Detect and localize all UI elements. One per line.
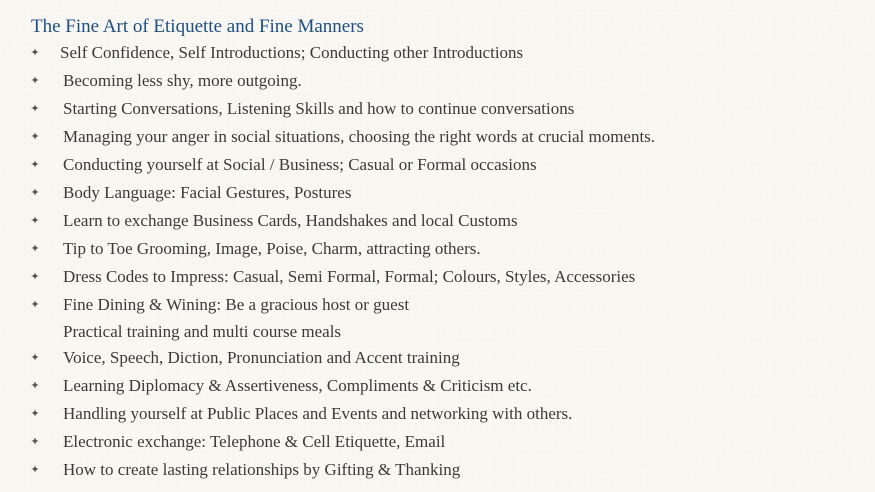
star-bullet-icon: ✦	[30, 271, 40, 283]
list-item-text: Self Confidence, Self Introductions; Conducting other Introductions	[60, 43, 524, 62]
star-bullet-icon: ✦	[30, 464, 40, 476]
list-item-text: Handling yourself at Public Places and Events and networking with others.	[63, 404, 573, 423]
list-item-text: Electronic exchange: Telephone & Cell Etiquette, Email	[63, 432, 446, 451]
list-item-text: Starting Conversations, Listening Skills and how to continue conversations	[63, 99, 575, 118]
star-bullet-icon: ✦	[30, 47, 40, 59]
list-item-text: Tip to Toe Grooming, Image, Poise, Charm, attracting others.	[63, 239, 481, 258]
list-item-text: How to create lasting relationships by Gifting & Thanking	[63, 460, 461, 479]
list-item-text: Conducting yourself at Social / Business; Casual or Formal occasions	[63, 155, 537, 174]
star-bullet-icon: ✦	[30, 103, 40, 115]
star-bullet-icon: ✦	[30, 243, 40, 255]
star-bullet-icon: ✦	[30, 159, 40, 171]
list-item-text: Body Language: Facial Gestures, Postures	[63, 183, 352, 202]
star-bullet-icon: ✦	[30, 352, 40, 364]
list-item-text: Managing your anger in social situations, choosing the right words at crucial moments.	[63, 127, 656, 146]
star-bullet-icon: ✦	[30, 187, 40, 199]
list-item-text: Voice, Speech, Diction, Pronunciation and Accent training	[63, 348, 460, 367]
list-item-text: Becoming less shy, more outgoing.	[63, 71, 302, 90]
list-item-text: Learn to exchange Business Cards, Handshakes and local Customs	[63, 211, 518, 230]
star-bullet-icon: ✦	[30, 299, 40, 311]
star-bullet-icon: ✦	[30, 75, 40, 87]
star-bullet-icon: ✦	[30, 380, 40, 392]
star-bullet-icon: ✦	[30, 131, 40, 143]
list-item-text: Learning Diplomacy & Assertiveness, Compliments & Criticism etc.	[63, 376, 532, 395]
list-item-text: Fine Dining & Wining: Be a gracious host or guest	[63, 295, 410, 314]
list-item-text: Dress Codes to Impress: Casual, Semi Formal, Formal; Colours, Styles, Accessories	[63, 267, 636, 286]
page-title: The Fine Art of Etiquette and Fine Manners	[31, 16, 364, 37]
list-item-text: Practical training and multi course meals	[63, 322, 342, 341]
star-bullet-icon: ✦	[30, 408, 40, 420]
star-bullet-icon: ✦	[30, 215, 40, 227]
star-bullet-icon: ✦	[30, 436, 40, 448]
